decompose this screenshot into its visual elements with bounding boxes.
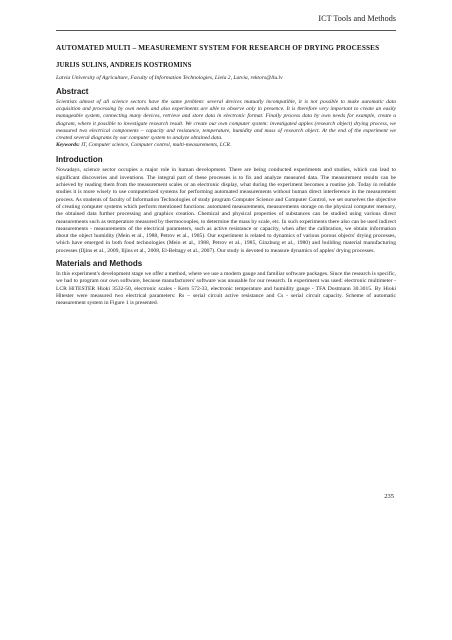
running-header: ICT Tools and Methods — [318, 14, 396, 23]
keywords-label: Keywords: — [56, 142, 80, 149]
article-body — [56, 42, 396, 311]
introduction-text: Nowadays, science sector occupies a major role in human development. There are being conducted experiments and studies, which can lead to significant discoveries and inventions. The integral part of these processes is to fix and analyze measured data. The measurement results can be achieved by reading them from the measurement scales or an electronic display, what during the experiment becomes a routine job. Today in reliable studies it is more wisely to use computerized systems for performing automated measurements without human direct interference in the measurement process. As students of faculty of Information Technologies of study program Computer Science and Computer Control, we set ourselves the objective of creating computer systems which perform mentioned functions: automated measurements, measurements storage on the physical computer memory, the obtained data further processing and graphics creation. Chemical and physical properties of substances can be studied using various direct measurements such as temperature measured by thermocouples, to determine the mass by scale, etc. In such experiments there also can be used indirect measurements - measurements of the electrical parameters, such as active resistance or capacity, when after the calibration, we obtain information about the object humidity (Mein et al., 1988, Petrov et al., 1985). Our experiment is related to dynamics of various porous objects' drying processes, which have emerged in both food technologies (Mein et al., 1988, Petrov et al., 1985, Ginzburg et al., 1980) and building material manufacturing processes (Iljins et al., 2009, Iljins et al., 2008, El-Beltagy et al., 2007). Our study is devoted to measure dynamics of apples' drying processes. — [56, 167, 396, 254]
author-affiliation: Latvia University of Agriculture, Faculty of Information Technologies, Liela 2, Latvia, rektors@llu.lv — [56, 75, 283, 81]
abstract-heading: Abstract — [56, 87, 89, 96]
header-rule — [56, 30, 396, 31]
methods-heading: Materials and Methods — [56, 258, 143, 268]
keywords-line — [56, 142, 396, 149]
introduction-heading: Introduction — [56, 155, 103, 165]
methods-text: In this experiment's development stage we offer a method, where we use a modern gauge and familiar software packages. Since the research is specific, we had to program our own software, because manufacturers' software was unusable for our research. In experiment was used: electronic multimeter - LCR HiTESTER Hioki 3532-50, electronic scales - Kern 572-33, electronic temperature and humidity gauge - TFA Dostmann 30.3015. By Hioki Hitester were measured two electrical parameters: Rs – serial circuit active resistance and Cs - serial circuit capacity. Scheme of automatic measurement system in Figure 1 is presented. — [56, 270, 396, 307]
article-title: AUTOMATED MULTI – MEASUREMENT SYSTEM FOR RESEARCH OF DRYING PROCESSES — [56, 44, 380, 52]
keywords-text: IT, Computer science, Computer control, multi-measurements, LCR. — [79, 142, 232, 149]
abstract-text: Scientists almost of all science sectors have the same problem: several devices mutually incompatible, it is not possible to make automatic data acquisition and processing by own needs and also experiments are able to observe only in presence. It is therefore very important to create an easily manageable system, connecting many devices, retrieve and store data in electronic format. Finally process data by own needs for example, create a diagram, where it possible to investigate research result. We create our own computer system: investigated apples (research object) drying process, we measured two electrical components – capacity and resistance, temperature, humidity and mass of research object. At the end of the experiment we created several diagrams by our computer system to analyze obtained data. — [56, 99, 396, 142]
article-authors: JURIJS SULINS, ANDREJS KOSTROMINS — [56, 62, 192, 69]
page-number: 235 — [384, 493, 394, 500]
